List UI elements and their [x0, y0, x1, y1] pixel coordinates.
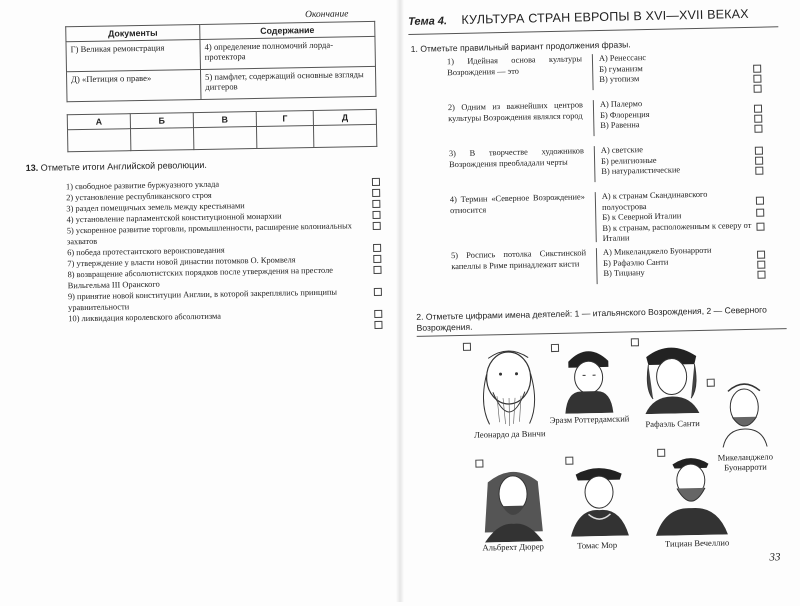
checkbox[interactable]	[373, 244, 381, 252]
table-cell: Г) Великая ремонстрация	[66, 39, 201, 71]
q13-item: 10) ликвидация королевского абсолютизма	[68, 311, 222, 324]
answer-cell[interactable]	[314, 124, 377, 147]
option: В) утопизм	[599, 74, 640, 85]
q13-item: 3) раздел помещичьих земель между крестьянами	[66, 201, 245, 214]
question-row	[448, 96, 769, 149]
options	[603, 245, 754, 280]
q13-item: 1) свободное развитие буржуазного уклада	[65, 179, 220, 192]
option: В) натуралистические	[601, 165, 681, 176]
task2-title: 2. Отметьте цифрами имена деятелей: 1 — итальянского Возрождения, 2 — Северного Возрождения.	[416, 304, 767, 333]
checkbox[interactable]	[374, 310, 382, 318]
question-row	[447, 50, 768, 103]
q13-list	[66, 177, 368, 325]
checkbox[interactable]	[754, 115, 762, 123]
portrait-caption: Рафаэль Санти	[645, 417, 700, 430]
checkbox[interactable]	[373, 222, 381, 230]
checkbox[interactable]	[372, 200, 380, 208]
q13-title	[26, 160, 207, 173]
answer-header: Б	[130, 113, 193, 129]
portrait-michelangelo	[714, 376, 775, 447]
answer-table	[67, 109, 378, 152]
checkbox[interactable]	[757, 261, 765, 269]
table-cell: 4) определение полномочий лорда-протектора	[200, 36, 375, 69]
checkbox[interactable]	[372, 211, 380, 219]
q13-item: 4) установление парламентской конституционной монархии	[66, 211, 282, 225]
portrait-caption: Альбрехт Дюрер	[482, 541, 544, 553]
option: Б) к Северной Италии	[602, 211, 682, 222]
q13-item: 8) возвращение абсолютистских порядков после утверждения на престоле Вильгельма III Оранского	[67, 265, 334, 290]
question-text: 1) Идейная основа культуры Возрождения — это	[446, 54, 583, 77]
portrait-caption: Эразм Роттердамский	[549, 413, 630, 426]
portrait-titian	[650, 449, 732, 536]
portrait-erasmus	[558, 343, 619, 414]
option: А) Палермо	[599, 99, 643, 110]
options	[599, 51, 750, 86]
checkbox[interactable]	[373, 255, 381, 263]
option: В) Тициану	[603, 268, 645, 278]
checkbox[interactable]	[755, 147, 763, 155]
checkbox[interactable]	[753, 65, 761, 73]
option: Б) Рафаэлю Санти	[603, 257, 669, 268]
task1-title: 1. Отметьте правильный вариант продолжения фразы.	[410, 39, 631, 54]
answer-cell[interactable]	[256, 125, 314, 148]
checkbox[interactable]	[756, 197, 764, 205]
q13-item: 5) ускоренное развитие торговли, промышленности, расширение колониальных захватов	[66, 221, 352, 246]
checkbox[interactable]	[373, 266, 381, 274]
checkbox[interactable]	[756, 223, 764, 231]
question-text: 3) В творчестве художников Возрождения преобладали черты	[448, 146, 584, 169]
checkbox[interactable]	[755, 157, 763, 165]
answer-header: А	[67, 114, 130, 130]
option: Б) гуманизм	[599, 63, 643, 74]
question-text: 5) Роспись потолка Сикстинской капеллы в Риме принадлежит кисти	[450, 248, 587, 271]
checkbox[interactable]	[755, 167, 763, 175]
portrait-caption: Томас Мор	[577, 539, 618, 551]
checkbox[interactable]	[756, 209, 764, 217]
page-number: 33	[769, 551, 781, 564]
answer-cell[interactable]	[193, 126, 256, 149]
q13-item: 2) установление республиканского строя	[66, 190, 212, 203]
questions-block	[447, 50, 772, 297]
option: А) к странам Скандинавского полуострова	[601, 189, 708, 212]
option: В) Равенна	[600, 120, 640, 130]
question-text: 4) Термин «Северное Возрождение» относится	[449, 192, 585, 215]
checkbox[interactable]	[753, 75, 761, 83]
answer-header: Г	[256, 110, 314, 126]
answer-cell[interactable]	[130, 128, 193, 151]
table-header: Содержание	[200, 21, 375, 39]
option: Б) Флоренция	[600, 109, 650, 120]
checkbox[interactable]	[374, 288, 382, 296]
checkbox[interactable]	[754, 105, 762, 113]
portrait-caption: Микеланджело Буонарроти	[717, 451, 774, 473]
question-text: 2) Одним из важнейших центров культуры Возрождения являлся город	[447, 100, 584, 123]
answer-header: Д	[314, 109, 377, 125]
portrait-more	[565, 457, 632, 536]
portrait-caption: Тициан Вечеллио	[664, 537, 730, 549]
options	[601, 143, 752, 178]
table-cell: Д) «Петиция о праве»	[66, 69, 201, 101]
portrait-leonardo	[468, 343, 550, 427]
right-page	[396, 0, 800, 606]
question-row	[451, 244, 772, 297]
topic-label: Тема 4.	[408, 15, 448, 28]
option: А) Микеланджело Буонарроти	[602, 245, 712, 257]
checkbox[interactable]	[372, 178, 380, 186]
options	[600, 97, 751, 132]
question-row	[450, 188, 771, 251]
checkbox[interactable]	[374, 321, 382, 329]
table-header: Документы	[66, 24, 200, 41]
q13-text: Отметьте итоги Английской революции.	[40, 159, 207, 173]
question-row	[449, 142, 770, 195]
checkbox[interactable]	[754, 85, 762, 93]
answer-cell[interactable]	[68, 129, 131, 152]
option: А) светские	[600, 145, 643, 155]
option: В) к странам, расположенным к северу от Италии	[602, 220, 752, 243]
checkbox[interactable]	[372, 189, 380, 197]
q13-number: 13.	[25, 162, 39, 174]
checkbox[interactable]	[757, 271, 765, 279]
q13-item: 7) утверждение у власти новой династии потомков О. Кромвеля	[67, 255, 296, 269]
checkbox[interactable]	[754, 125, 762, 133]
option: Б) религиозные	[600, 155, 657, 166]
documents-table	[65, 21, 376, 102]
checkbox[interactable]	[757, 251, 765, 259]
portrait-durer	[477, 461, 549, 542]
topic-heading	[408, 4, 788, 30]
portrait-caption: Леонардо да Винчи	[473, 428, 546, 440]
options	[602, 189, 753, 245]
continuation-label: Окончание	[304, 9, 349, 21]
portrait-raphael	[638, 338, 705, 414]
answer-header: В	[193, 111, 256, 127]
option: А) Ренессанс	[598, 53, 647, 64]
table-cell: 5) памфлет, содержащий основные взгляды диггеров	[200, 66, 375, 99]
q13-item: 6) победа протестантского вероисповедания	[67, 245, 225, 258]
topic-title: КУЛЬТУРА СТРАН ЕВРОПЫ В XVI—XVII ВЕКАХ	[461, 6, 749, 27]
q13-item: 9) принятие новой конституции Англии, в которой закреплялись принципы уравнительности	[67, 287, 338, 312]
